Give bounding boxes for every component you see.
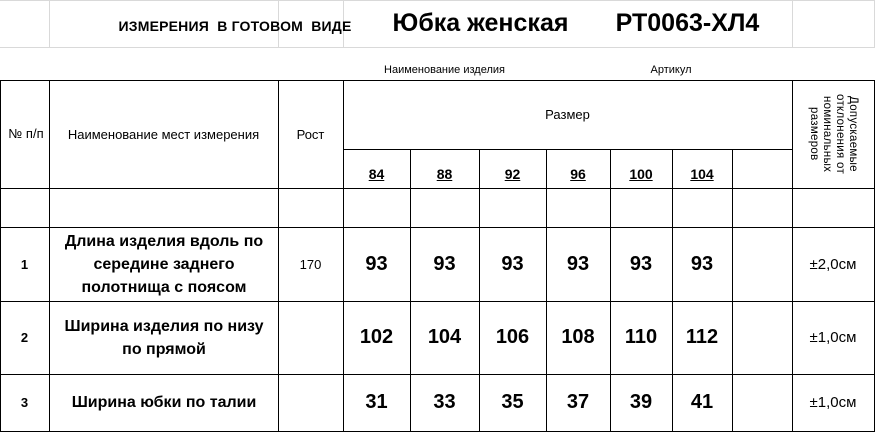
value-100: 110	[624, 326, 658, 348]
measure-name: Длина изделия вдоль по середине заднего полотнища с поясом	[64, 232, 264, 296]
size-header-84: 84	[368, 166, 385, 182]
height-value	[278, 301, 343, 374]
height-value	[278, 374, 343, 431]
measure-name: Ширина юбки по талии	[71, 394, 257, 411]
value-88: 93	[433, 252, 456, 275]
measure-name: Ширина изделия по низу по прямой	[64, 317, 264, 358]
article-code: РТ0063-ХЛ4	[615, 8, 760, 37]
report-heading: ИЗМЕРЕНИЯ В ГОТОВОМ ВИДЕ	[118, 18, 352, 34]
value-92: 106	[495, 326, 530, 348]
article-label: Артикул	[650, 64, 692, 76]
value-92: 35	[501, 391, 524, 413]
tolerance-value: ±1,0см	[809, 329, 857, 346]
row-number: 3	[20, 395, 29, 410]
value-104: 41	[690, 391, 714, 413]
value-88: 33	[433, 391, 456, 413]
value-84: 93	[365, 252, 388, 275]
row-number: 1	[20, 256, 29, 272]
value-96: 108	[561, 326, 595, 348]
value-96: 93	[566, 252, 590, 275]
size-header-96: 96	[570, 166, 586, 182]
height-value: 170	[299, 256, 322, 272]
size-header-88: 88	[436, 166, 453, 182]
tolerance-column-header: Допускаемые отклонения от номинальных размеров	[808, 93, 859, 175]
tolerance-value: ±2,0см	[809, 255, 857, 273]
row-number: 2	[20, 330, 29, 345]
measure-column-header: Наименование мест измерения	[67, 126, 260, 142]
size-header: Размер	[545, 107, 590, 122]
value-84: 31	[365, 391, 388, 413]
value-88: 104	[427, 326, 462, 348]
value-100: 93	[629, 252, 653, 275]
product-name-label: Наименование изделия	[384, 64, 505, 76]
num-column-header: № п/п	[8, 126, 44, 141]
size-header-100: 100	[629, 166, 653, 182]
value-100: 39	[629, 391, 653, 413]
product-title: Юбка женская	[392, 8, 569, 37]
value-84: 102	[359, 326, 394, 348]
value-96: 37	[566, 391, 590, 413]
size-header-104: 104	[690, 166, 714, 182]
tolerance-value: ±1,0см	[809, 394, 857, 411]
size-header-92: 92	[504, 166, 521, 182]
value-104: 93	[690, 252, 714, 275]
value-104: 112	[685, 326, 719, 348]
value-92: 93	[501, 252, 524, 275]
height-column-header: Рост	[296, 126, 325, 142]
